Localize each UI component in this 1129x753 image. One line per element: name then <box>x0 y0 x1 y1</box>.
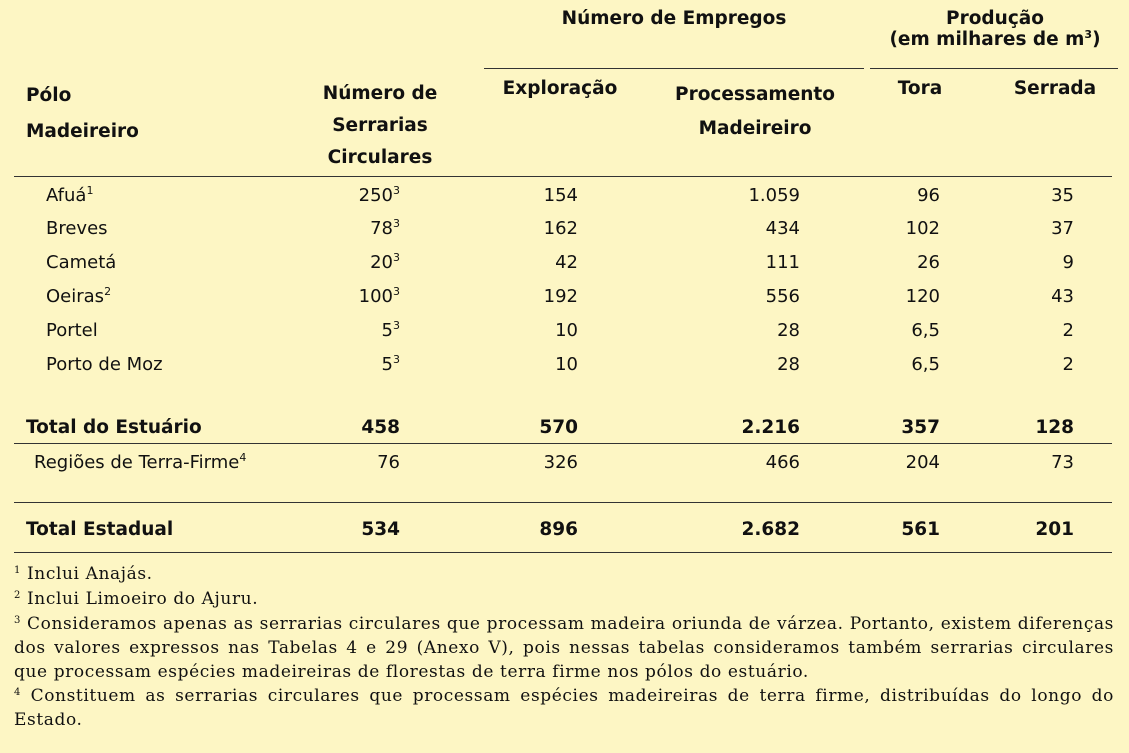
terra-firme-label <box>34 452 246 473</box>
row-name <box>46 252 116 273</box>
row-name-text: Portel <box>46 320 98 341</box>
footnote-2-text: Inclui Limoeiro do Ajuru. <box>20 589 259 609</box>
row-name <box>46 218 108 239</box>
row-exploracao: 42 <box>555 252 578 273</box>
row-serrada: 2 <box>1062 320 1074 341</box>
row-exploracao: 162 <box>543 218 578 239</box>
header-producao-sup: 3 <box>1084 28 1093 41</box>
row-exploracao: 10 <box>555 320 578 341</box>
footnote-3-text: Consideramos apenas as serrarias circulares que processam madeira oriunda de várzea. Portanto, existem diferenças dos valores expressos nas Tabelas 4 e 29 (Anexo V), pois nessas tabelas consideramos também serrarias circulares que processam espécies madeireiras de florestas de terra firme nos pólos do estuário. <box>14 614 1114 682</box>
total-estuario-tora: 357 <box>901 417 940 438</box>
terra-firme-divider <box>14 502 1112 503</box>
terra-firme-label-text: Regiões de Terra-Firme <box>34 452 240 473</box>
row-tora: 120 <box>905 286 940 307</box>
row-serrada: 35 <box>1051 185 1074 206</box>
total-estadual-label: Total Estadual <box>26 519 174 540</box>
row-serrada: 9 <box>1062 252 1074 273</box>
total-estadual-processamento: 2.682 <box>741 519 800 540</box>
col-header-exploracao: Exploração <box>502 78 618 99</box>
row-serrarias-sup: 3 <box>393 353 400 366</box>
footnote-1 <box>14 562 1114 586</box>
row-serrada: 43 <box>1051 286 1074 307</box>
total-estuario-exploracao: 570 <box>539 417 578 438</box>
row-exploracao: 192 <box>543 286 578 307</box>
col-header-polo <box>26 78 139 150</box>
col-header-processamento-l2: Madeireiro <box>698 118 812 139</box>
row-tora: 6,5 <box>911 354 940 375</box>
col-header-serrarias-l3: Circulares <box>327 147 433 168</box>
total-estuario-serrarias: 458 <box>361 417 400 438</box>
row-name-sup: 2 <box>104 285 112 298</box>
terra-firme-serrada: 73 <box>1051 452 1074 473</box>
total-estuario-serrada: 128 <box>1035 417 1074 438</box>
row-serrada: 2 <box>1062 354 1074 375</box>
col-header-polo-l2: Madeireiro <box>26 121 139 142</box>
terra-firme-processamento: 466 <box>765 452 800 473</box>
empregos-divider <box>484 68 864 69</box>
row-serrarias-text: 5 <box>381 354 393 375</box>
col-header-processamento <box>660 78 850 146</box>
header-producao <box>862 8 1128 50</box>
row-tora: 96 <box>917 185 940 206</box>
row-processamento: 111 <box>765 252 800 273</box>
row-name <box>46 320 98 341</box>
total-estadual-tora: 561 <box>901 519 940 540</box>
table-row <box>0 214 1129 248</box>
row-serrarias-text: 20 <box>370 252 393 273</box>
row-exploracao: 154 <box>543 185 578 206</box>
total-estuario-label: Total do Estuário <box>26 417 202 438</box>
row-name <box>46 185 93 206</box>
table-row <box>0 316 1129 350</box>
total-estuario-divider <box>14 443 1112 444</box>
row-name-text: Porto de Moz <box>46 354 163 375</box>
row-exploracao: 10 <box>555 354 578 375</box>
row-serrarias-sup: 3 <box>393 285 400 298</box>
row-serrarias-sup: 3 <box>393 184 400 197</box>
row-serrarias <box>300 320 400 341</box>
row-serrarias-text: 78 <box>370 218 393 239</box>
footnote-4-text: Constituem as serrarias circulares que processam espécies madeireiras de terra firme, distribuídas do longo do Estado. <box>14 686 1114 730</box>
header-bottom-divider <box>14 176 1112 177</box>
row-tora: 26 <box>917 252 940 273</box>
row-name-sup: 1 <box>86 184 94 197</box>
footnote-2 <box>14 587 1114 611</box>
row-serrarias <box>300 286 400 307</box>
row-name <box>46 354 163 375</box>
row-serrarias <box>300 218 400 239</box>
table-row <box>0 180 1129 214</box>
total-estadual-exploracao: 896 <box>539 519 578 540</box>
table-row <box>0 248 1129 282</box>
row-tora: 6,5 <box>911 320 940 341</box>
terra-firme-label-sup: 4 <box>239 451 247 464</box>
table-row <box>0 350 1129 384</box>
row-name <box>46 286 111 307</box>
total-estadual-divider <box>14 552 1112 553</box>
footnote-3 <box>14 612 1114 684</box>
row-name-text: Cametá <box>46 252 117 273</box>
footnote-3-num: 3 <box>14 615 21 626</box>
col-header-serrarias-l2: Serrarias <box>332 115 428 136</box>
row-tora: 102 <box>905 218 940 239</box>
total-estuario-processamento: 2.216 <box>741 417 800 438</box>
row-processamento: 28 <box>777 320 800 341</box>
footnote-2-num: 2 <box>14 590 21 601</box>
footnote-1-num: 1 <box>14 565 21 576</box>
row-serrarias-text: 5 <box>381 320 393 341</box>
total-estadual-serrarias: 534 <box>361 519 400 540</box>
table-row <box>0 282 1129 316</box>
footnote-1-text: Inclui Anajás. <box>20 564 153 584</box>
row-serrarias <box>300 252 400 273</box>
row-processamento: 1.059 <box>748 185 800 206</box>
col-header-processamento-l1: Processamento <box>675 84 835 105</box>
row-serrarias-sup: 3 <box>393 217 400 230</box>
row-processamento: 556 <box>765 286 800 307</box>
row-name-text: Breves <box>46 218 108 239</box>
header-producao-line2: (em milhares de m <box>889 29 1085 50</box>
total-estadual-serrada: 201 <box>1035 519 1074 540</box>
col-header-serrarias <box>295 78 465 174</box>
row-processamento: 434 <box>765 218 800 239</box>
row-serrarias-sup: 3 <box>393 251 400 264</box>
row-processamento: 28 <box>777 354 800 375</box>
row-name-text: Afuá <box>46 185 87 206</box>
header-producao-close: ) <box>1092 29 1101 50</box>
col-header-serrarias-l1: Número de <box>322 83 438 104</box>
col-header-polo-l1: Pólo <box>26 85 72 106</box>
header-producao-line1: Produção <box>946 8 1044 29</box>
row-serrarias-sup: 3 <box>393 319 400 332</box>
terra-firme-serrarias: 76 <box>377 452 400 473</box>
row-name-text: Oeiras <box>46 286 105 307</box>
col-header-tora: Tora <box>897 78 943 99</box>
row-serrada: 37 <box>1051 218 1074 239</box>
col-header-serrada: Serrada <box>1013 78 1097 99</box>
footnote-4-num: 4 <box>14 687 21 698</box>
terra-firme-exploracao: 326 <box>543 452 578 473</box>
terra-firme-tora: 204 <box>905 452 940 473</box>
row-serrarias <box>300 354 400 375</box>
row-serrarias <box>300 185 400 206</box>
producao-divider <box>870 68 1118 69</box>
footnote-4 <box>14 684 1114 732</box>
row-serrarias-text: 100 <box>358 286 393 307</box>
header-numero-empregos: Número de Empregos <box>561 8 787 29</box>
row-serrarias-text: 250 <box>358 185 393 206</box>
